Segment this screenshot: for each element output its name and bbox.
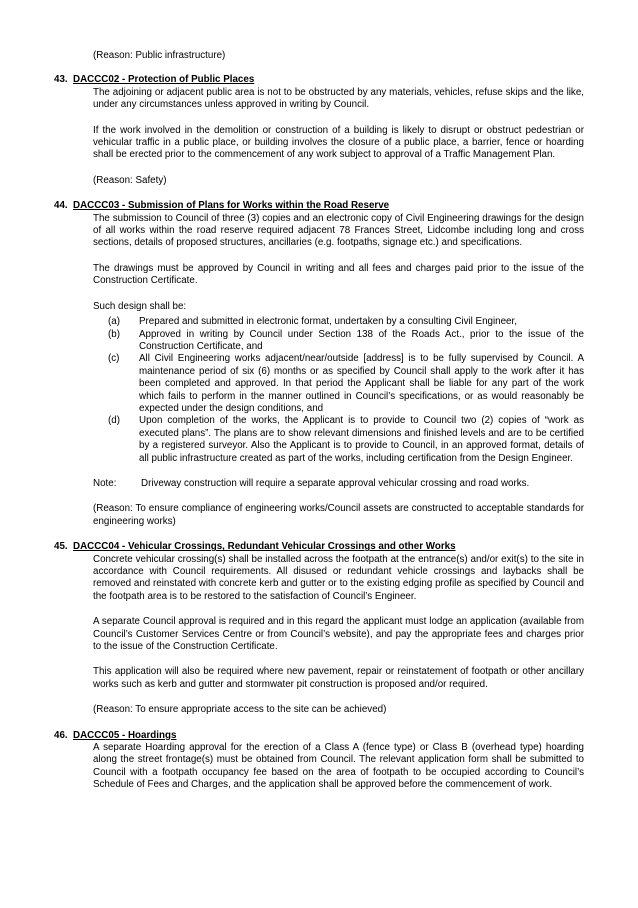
section-45	[54, 541, 584, 716]
section-reason: (Reason: To ensure appropriate access to the site can be achieved)	[93, 704, 387, 716]
paragraph: The drawings must be approved by Council in writing and all fees and charges paid prior to the issue of the Construction Certificate.	[93, 262, 584, 287]
section-body	[93, 87, 584, 187]
list-marker: (a)	[108, 316, 120, 328]
paragraph: The adjoining or adjacent public area is not to be obstructed by any materials, vehicles, refuse skips and the like, under any circumstances unless approved in writing by Council.	[93, 86, 584, 111]
section-43	[54, 74, 584, 187]
section-number: 44.	[54, 200, 68, 212]
note	[93, 478, 584, 490]
list-item	[93, 415, 584, 465]
list-marker: (c)	[108, 353, 120, 365]
section-number: 45.	[54, 541, 68, 553]
list-item	[93, 353, 584, 415]
paragraph: The submission to Council of three (3) copies and an electronic copy of Civil Engineering drawings for the design of all works within the road reserve required adjacent 78 Frances Street, Lidcombe including long and cross sections, details of proposed structures, ancillaries (e.g. footpaths, signage etc.) and specifications.	[93, 212, 584, 249]
paragraph: This application will also be required where new pavement, repair or reinstatement of footpath or other ancillary works such as kerb and gutter and stormwater pit construction is proposed and/or required.	[93, 666, 584, 690]
list-item-text: Approved in writing by Council under Section 138 of the Roads Act., prior to the issue of the Construction Certificate, and	[139, 328, 584, 352]
section-number: 46.	[54, 729, 68, 741]
paragraph: If the work involved in the demolition or construction of a building is likely to disrupt or obstruct pedestrian or vehicular traffic in a public place, or building involves the closure of a public place, a barrier, fence or hoarding shall be erected prior to the commencement of any work subject to approval of a Traffic Management Plan.	[93, 124, 584, 161]
list-item-text: Upon completion of the works, the Applicant is to provide to Council two (2) copies of “work as executed plans”. The plans are to show relevant dimensions and finished levels and are to be certified by a registered surveyor. Also the Applicant is to provide to Council, in an approved format, details of all public infrastructure created as part of the works, including certification from the Design Engineer.	[139, 415, 584, 464]
section-body	[93, 554, 584, 717]
section-heading	[54, 541, 584, 553]
section-reason: (Reason: Safety)	[93, 174, 167, 186]
section-heading	[54, 730, 584, 742]
list-marker: (d)	[108, 415, 120, 427]
list-item-text: Prepared and submitted in electronic format, undertaken by a consulting Civil Engineer,	[139, 316, 517, 328]
section-body	[93, 213, 584, 529]
section-title: DACCC04 - Vehicular Crossings, Redundant Vehicular Crossings and other Works	[73, 541, 456, 553]
design-requirements-list	[93, 316, 584, 465]
paragraph: A separate Council approval is required and in this regard the applicant must lodge an application (available from Council’s Customer Services Centre or from Council’s website), and pay the appropriate fees and charges prior to the issue of the Construction Certificate.	[93, 616, 584, 653]
document-body	[54, 50, 584, 805]
section-number: 43.	[54, 74, 68, 86]
section-44	[54, 200, 584, 528]
list-item-text: All Civil Engineering works adjacent/near/outside [address] is to be fully supervised by Council. A maintenance period of six (6) months or as specified by Council shall apply to the work after it has been completed and approved. In that period the Applicant shall be liable for any part of the work which fails to perform in the manner outlined in Council’s specifications, or as would reasonably be expected under the design conditions, and	[139, 353, 584, 414]
section-reason: (Reason: To ensure compliance of engineering works/Council assets are constructed to acceptable standards for engineering works)	[93, 503, 584, 527]
note-label: Note:	[93, 477, 117, 489]
paragraph: A separate Hoarding approval for the erection of a Class A (fence type) or Class B (overhead type) hoarding along the street frontage(s) must be obtained from Council. The relevant application form shall be submitted to Council with a footpath occupancy fee based on the area of footpath to be occupied according to Council’s Schedule of Fees and Charges, and the application shall be approved before the commencement of work.	[93, 742, 584, 791]
list-item	[93, 316, 584, 328]
section-heading	[54, 74, 584, 86]
section-title: DACCC03 - Submission of Plans for Works within the Road Reserve	[73, 200, 390, 212]
section-title: DACCC05 - Hoardings	[73, 729, 177, 741]
section-46	[54, 730, 584, 792]
list-intro: Such design shall be:	[93, 300, 187, 312]
list-marker: (b)	[108, 328, 120, 340]
intro-reason: (Reason: Public infrastructure)	[93, 50, 226, 61]
section-body	[93, 742, 584, 792]
paragraph: Concrete vehicular crossing(s) shall be installed across the footpath at the entrance(s) and/or exit(s) to the site in accordance with Council requirements. All disused or redundant vehicle crossings and laybacks shall be removed and reinstated with concrete kerb and gutter or to the existing edging profile as specified by Council and the footpath area is to be restored to the satisfaction of Council’s Engineer.	[93, 553, 584, 602]
section-heading	[54, 200, 584, 212]
section-title: DACCC02 - Protection of Public Places	[73, 74, 255, 86]
list-item	[93, 329, 584, 354]
note-text: Driveway construction will require a separate approval vehicular crossing and road works.	[141, 477, 530, 489]
